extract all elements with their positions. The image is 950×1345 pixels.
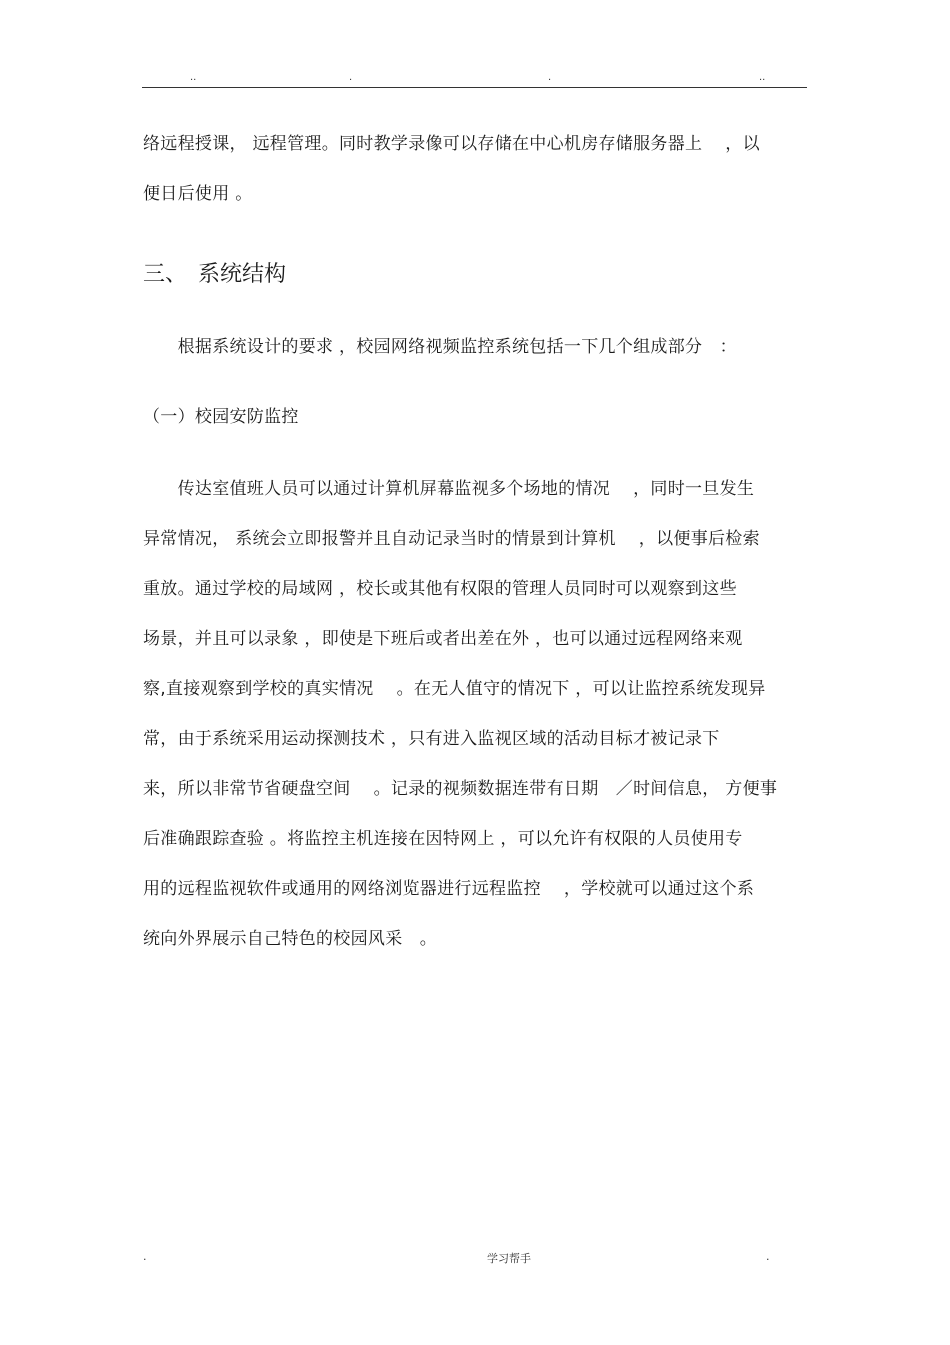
section-heading: 三、 系统结构 bbox=[143, 262, 287, 287]
paragraph-line: 后准确跟踪查验 。将监控主机连接在因特网上 ，可以允许有权限的人员使用专 bbox=[143, 829, 743, 849]
paragraph-line: 异常情况， 系统会立即报警并且自动记录当时的情景到计算机 ，以便事后检索 bbox=[143, 529, 760, 549]
paragraph-line: 察,直接观察到学校的真实情况 。在无人值守的情况下 ，可以让监控系统发现异 bbox=[143, 679, 766, 699]
header-mark: . bbox=[349, 72, 353, 83]
paragraph-line: 重放。通过学校的局域网 ，校长或其他有权限的管理人员同时可以观察到这些 bbox=[143, 579, 737, 599]
intro-line: 根据系统设计的要求 ，校园网络视频监控系统包括一下几个组成部分 ： bbox=[143, 337, 737, 357]
paragraph-line: 来，所以非常节省硬盘空间 。记录的视频数据连带有日期 ／时间信息， 方便事 bbox=[143, 779, 778, 799]
paragraph-line: 络远程授课， 远程管理。同时教学录像可以存储在中心机房存储服务器上 ，以 bbox=[143, 134, 760, 154]
paragraph-line: 传达室值班人员可以通过计算机屏幕监视多个场地的情况 ，同时一旦发生 bbox=[143, 479, 755, 499]
paragraph-line: 用的远程监视软件或通用的网络浏览器进行远程监控 ，学校就可以通过这个系 bbox=[143, 879, 755, 899]
page-header bbox=[0, 72, 950, 86]
header-mark: .. bbox=[190, 72, 197, 83]
paragraph-line: 场景，并且可以录象 ，即使是下班后或者出差在外 ，也可以通过远程网络来观 bbox=[143, 629, 743, 649]
paragraph-line: 便日后使用 。 bbox=[143, 184, 253, 204]
footer-mark-right: . bbox=[766, 1250, 770, 1263]
header-rule bbox=[142, 87, 807, 88]
paragraph-line: 统向外界展示自己特色的校园风采 。 bbox=[143, 929, 438, 949]
footer-text: 学习帮手 bbox=[487, 1252, 531, 1265]
page-footer bbox=[0, 1250, 950, 1270]
header-mark: .. bbox=[759, 72, 766, 83]
subheading: （一）校园安防监控 bbox=[143, 407, 299, 427]
header-mark: . bbox=[548, 72, 552, 83]
paragraph-line: 常，由于系统采用运动探测技术 ，只有进入监视区域的活动目标才被记录下 bbox=[143, 729, 720, 749]
footer-mark-left: . bbox=[143, 1250, 147, 1263]
